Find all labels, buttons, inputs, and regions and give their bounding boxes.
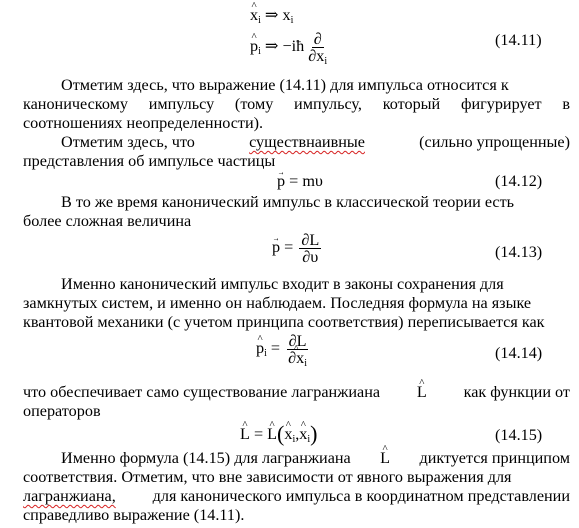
subscript: i [258, 46, 261, 58]
paragraph-2 [23, 133, 570, 171]
x-hat-symbol: ^ x [284, 425, 292, 444]
subscript: i [307, 434, 311, 445]
subscript: i [264, 348, 267, 360]
paragraph-line [23, 449, 570, 468]
right-paren: ) [310, 421, 318, 446]
paragraph-line: более сложная величина [23, 212, 192, 230]
L-hat-symbol: ^ L [380, 449, 390, 468]
paragraph-line [23, 487, 570, 506]
equation-14-12 [277, 172, 323, 191]
L-hat-symbol: ^ L [417, 383, 427, 402]
equation-number-14-14: (14.14) [495, 344, 543, 362]
m-v-term: mυ [302, 172, 323, 190]
text-run: диктуется принципом [419, 449, 570, 467]
paragraph-line: соответствия. Отметим, что вне зависимости от явного выражения для [23, 468, 512, 486]
paragraph-3 [23, 193, 570, 231]
paragraph-line [23, 133, 570, 152]
L-hat-symbol: ^ L [240, 425, 250, 444]
subscript: i [292, 434, 296, 445]
paragraph-line: замкнутых систем, и именно он наблюдаем. Последняя формула на языке [23, 294, 532, 312]
paragraph-line: представления об импульсе частицы [23, 152, 276, 170]
p-vector-symbol: → p [277, 172, 285, 191]
equals-sign: = [289, 172, 299, 190]
equation-14-11-line1 [250, 6, 293, 25]
equation-number-14-13: (14.13) [495, 243, 543, 261]
text-run: Отметим здесь, что [61, 133, 195, 151]
implies-arrow: ⇒ [264, 37, 279, 56]
text-run: для канонического импульса в координатном представлении [152, 487, 570, 505]
paragraph-line: Отметим здесь, что выражение (14.11) для импульса относится к [61, 76, 509, 94]
paragraph-line: соотношениях неопределенности). [23, 114, 264, 132]
x-dot-hat-symbol: ^ x [299, 425, 307, 444]
p-vector-symbol: → p [272, 238, 280, 257]
equals-sign: = [253, 425, 264, 443]
x-hat-symbol: ^ x [250, 6, 258, 25]
subscript: i [258, 15, 261, 26]
equation-14-11-line2 [250, 30, 331, 67]
p-hat-symbol: ^ p [250, 37, 258, 56]
spellcheck-underlined-word: лагранжиана, [23, 487, 116, 505]
partial-derivative-fraction: $\frac{\partial L}{\partial\upsilon}$ [301, 231, 320, 266]
x-symbol: x [282, 6, 291, 24]
equation-number-14-11: (14.11) [495, 31, 542, 49]
paragraph-line: Именно канонический импульс входит в законы сохранения для [61, 275, 504, 293]
paragraph-line: каноническому импульсу (тому импульсу, который фигурирует в [23, 95, 570, 113]
subscript: i [290, 15, 294, 26]
paragraph-1 [23, 76, 570, 133]
equals-sign: = [284, 238, 294, 257]
equals-sign: = [270, 339, 281, 358]
text-run: что обеспечивает само существование лагранжиана [23, 383, 381, 401]
equation-number-14-15: (14.15) [495, 426, 543, 444]
paragraph-line: операторов [23, 402, 101, 420]
partial-derivative-fraction: $\frac{\partial}{\partial x_i}$ [308, 30, 328, 67]
text-run: Именно формула (14.15) для лагранжиана [61, 449, 351, 467]
equation-14-13 [272, 232, 323, 265]
text-run: как функции от [463, 383, 570, 401]
minus-i-hbar: −iħ [282, 37, 305, 56]
L-hat-symbol: ^ L [267, 425, 277, 444]
paragraph-line [23, 383, 570, 402]
equation-14-14 [256, 332, 311, 369]
implies-arrow: ⇒ [264, 6, 279, 24]
left-paren: ( [277, 421, 285, 446]
paragraph-6 [23, 449, 570, 525]
partial-derivative-fraction: ∂L ^ $\partial x_i$ [286, 333, 309, 366]
spellcheck-underlined-word: существнаивные [249, 133, 365, 151]
p-hat-symbol: ^ p [256, 339, 264, 358]
equation-14-15 [240, 421, 318, 446]
comma: , [295, 425, 300, 443]
text-run: (сильно упрощенные) [419, 133, 570, 151]
paragraph-line: квантовой механики (с учетом принципа соответствия) переписывается как [23, 313, 545, 331]
paragraph-4 [23, 275, 570, 332]
paragraph-line: справедливо выражение (14.11). [23, 506, 245, 524]
paragraph-5 [23, 383, 570, 421]
equation-number-14-12: (14.12) [495, 172, 543, 190]
paragraph-line: В то же время канонический импульс в классической теории есть [61, 193, 515, 211]
